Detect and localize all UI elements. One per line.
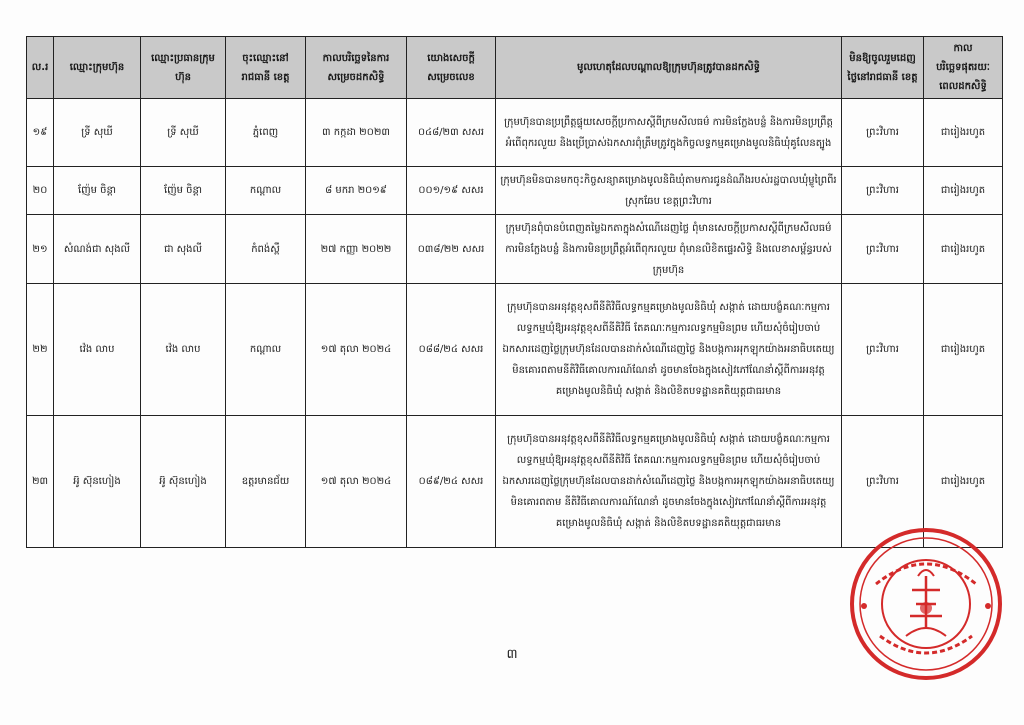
header-reason: មូលហេតុដែលបណ្តាលឱ្យក្រុមហ៊ុនត្រូវបានដកសិទ្ធិ	[496, 37, 842, 99]
page-number: ៣	[506, 647, 518, 662]
cell-company: ញ៉ែម ចិន្តា	[54, 167, 141, 215]
table-row	[27, 215, 1003, 284]
cell-no: ២១	[27, 215, 54, 284]
cell-ref: ០៤៨/២៣ សសរ	[407, 99, 496, 167]
official-seal-icon	[846, 524, 1006, 684]
cell-no: ២០	[27, 167, 54, 215]
cell-reason: ក្រុមហ៊ុនពុំបានបំពេញតម្លៃឯកតាក្នុងសំណើដេញថ្លៃ ពុំមានសេចក្តីប្រកាសស្តីពីក្រមសីលធម៌ ការមិនក្លែងបន្លំ និងការមិនប្រព្រឹត្តអំពើពុករលួយ ពុំមានលិខិតផ្ទេរសិទ្ធិ និងលេខាសម្ព័ន្ធរបស់ក្រុមហ៊ុន	[496, 215, 842, 284]
cell-province: កណ្តាល	[226, 167, 306, 215]
header-date: កាលបរិច្ឆេទនៃការសម្រេចដកសិទ្ធិ	[306, 37, 407, 99]
cell-expiry: ជារៀងរហូត	[924, 215, 1003, 284]
revoked-companies-table	[26, 36, 1003, 548]
cell-expiry: ជារៀងរហូត	[924, 167, 1003, 215]
cell-banned-in: ព្រះវិហារ	[842, 284, 924, 416]
cell-date: ២៧ កញ្ញា ២០២២	[306, 215, 407, 284]
table-row	[27, 284, 1003, 416]
cell-ref: ០៣៨/២២ សសរ	[407, 215, 496, 284]
header-ref: យោងសេចក្តីសម្រេចលេខ	[407, 37, 496, 99]
header-no: ល.រ	[27, 37, 54, 99]
cell-date: ៨ មករា ២០១៩	[306, 167, 407, 215]
cell-ref: ០០១/១៩ សសរ	[407, 167, 496, 215]
cell-ref: ០៨៨/២៤ សសរ	[407, 284, 496, 416]
cell-reason: ក្រុមហ៊ុនមិនបានមកចុះកិច្ចសន្យាគម្រោងមូលនិធិឃុំតាមការជូនដំណឹងរបស់រដ្ឋបាលឃុំម្លូព្រៃពីរ ស្រុកឆែប ខេត្តព្រះវិហារ	[496, 167, 842, 215]
cell-company: អ៊ូ ស៊ុនហៀង	[54, 416, 141, 548]
cell-expiry: ជារៀងរហូត	[924, 416, 1003, 548]
cell-province: ភ្នំពេញ	[226, 99, 306, 167]
cell-expiry: ជារៀងរហូត	[924, 284, 1003, 416]
cell-expiry: ជារៀងរហូត	[924, 99, 1003, 167]
cell-province: ឧត្តរមានជ័យ	[226, 416, 306, 548]
cell-director: ញ៉ែម ចិន្តា	[141, 167, 226, 215]
cell-no: ១៩	[27, 99, 54, 167]
cell-date: ១៧ តុលា ២០២៤	[306, 416, 407, 548]
cell-banned-in: ព្រះវិហារ	[842, 167, 924, 215]
table-row	[27, 99, 1003, 167]
cell-director: ទ្រី សុឃី	[141, 99, 226, 167]
header-province: ចុះឈ្មោះនៅរាជធានី ខេត្ត	[226, 37, 306, 99]
header-expiry: កាលបរិច្ឆេទផុតរយៈពេលដកសិទ្ធិ	[924, 37, 1003, 99]
cell-banned-in: ព្រះវិហារ	[842, 99, 924, 167]
cell-company: វ៉េង លាប	[54, 284, 141, 416]
cell-director: អ៊ូ ស៊ុនហៀង	[141, 416, 226, 548]
cell-ref: ០៨៩/២៤ សសរ	[407, 416, 496, 548]
cell-director: វ៉េង លាប	[141, 284, 226, 416]
cell-province: កណ្តាល	[226, 284, 306, 416]
cell-no: ២៣	[27, 416, 54, 548]
header-company: ឈ្មោះក្រុមហ៊ុន	[54, 37, 141, 99]
cell-no: ២២	[27, 284, 54, 416]
header-director: ឈ្មោះប្រធានក្រុមហ៊ុន	[141, 37, 226, 99]
cell-company: សំណង់ជា សុងលី	[54, 215, 141, 284]
cell-banned-in: ព្រះវិហារ	[842, 416, 924, 548]
header-banned-in: មិនឱ្យចូលរួមដេញថ្លៃនៅរាជធានី ខេត្ត	[842, 37, 924, 99]
cell-reason: ក្រុមហ៊ុនបានប្រព្រឹត្តផ្ទុយសេចក្តីប្រកាសស្តីពីក្រមសីលធម៌ ការមិនក្លែងបន្លំ និងការមិនប្រព្រឹត្តអំពើពុករលួយ និងប្រើប្រាស់ឯកសារពុំត្រឹមត្រូវក្នុងកិច្ចលទ្ធកម្មគម្រោងមូលនិធិឃុំគូលែនត្បូង	[496, 99, 842, 167]
cell-date: ៣ កក្កដា ២០២៣	[306, 99, 407, 167]
cell-company: ទ្រី សុឃី	[54, 99, 141, 167]
cell-banned-in: ព្រះវិហារ	[842, 215, 924, 284]
table-row	[27, 167, 1003, 215]
cell-province: កំពង់ស្ពឺ	[226, 215, 306, 284]
cell-date: ១៧ តុលា ២០២៤	[306, 284, 407, 416]
cell-director: ជា សុងលី	[141, 215, 226, 284]
table-header-row	[27, 37, 1003, 99]
cell-reason: ក្រុមហ៊ុនបានអនុវត្តខុសពីនីតិវិធីលទ្ធកម្មគម្រោងមូលនិធិឃុំ សង្កាត់ ដោយបង្ខំគណៈកម្មការលទ្ធកម្មឃុំឱ្យអនុវត្តខុសពីនីតិវិធី តែគណៈកម្មការលទ្ធកម្មមិនព្រម ហើយសុំចំរៀបចាប់ឯកសារដេញថ្លៃក្រុមហ៊ុនដែលបានដាក់សំណើដេញថ្លៃ និងបង្កការអុកឡុកយ៉ាងអនាធិបតេយ្យ មិនគោរពតាមនីតិវិធីគោលការណ៍ណែនាំ ដូចមានចែងក្នុងសៀវភៅណែនាំស្តីពីការអនុវត្តគម្រោងមូលនិធិឃុំ សង្កាត់ និងលិខិតបទដ្ឋានគតិយុត្តជាធរមាន	[496, 284, 842, 416]
cell-reason: ក្រុមហ៊ុនបានអនុវត្តខុសពីនីតិវិធីលទ្ធកម្មគម្រោងមូលនិធិឃុំ សង្កាត់ ដោយបង្ខំគណៈកម្មការលទ្ធកម្មឃុំឱ្យអនុវត្តខុសពីនីតិវិធី តែគណៈកម្មការលទ្ធកម្មមិនព្រម ហើយសុំចំរៀបចាប់ឯកសារដេញថ្លៃក្រុមហ៊ុនដែលបានដាក់សំណើដេញថ្លៃ និងបង្កការអុកឡុកយ៉ាងអនាធិបតេយ្យ មិនគោរពតាម នីតិវិធីគោលការណ៍ណែនាំ ដូចមានចែងក្នុងសៀវភៅណែនាំស្តីពីការអនុវត្តគម្រោងមូលនិធិឃុំ សង្កាត់ និងលិខិតបទដ្ឋានគតិយុត្តជាធរមាន	[496, 416, 842, 548]
